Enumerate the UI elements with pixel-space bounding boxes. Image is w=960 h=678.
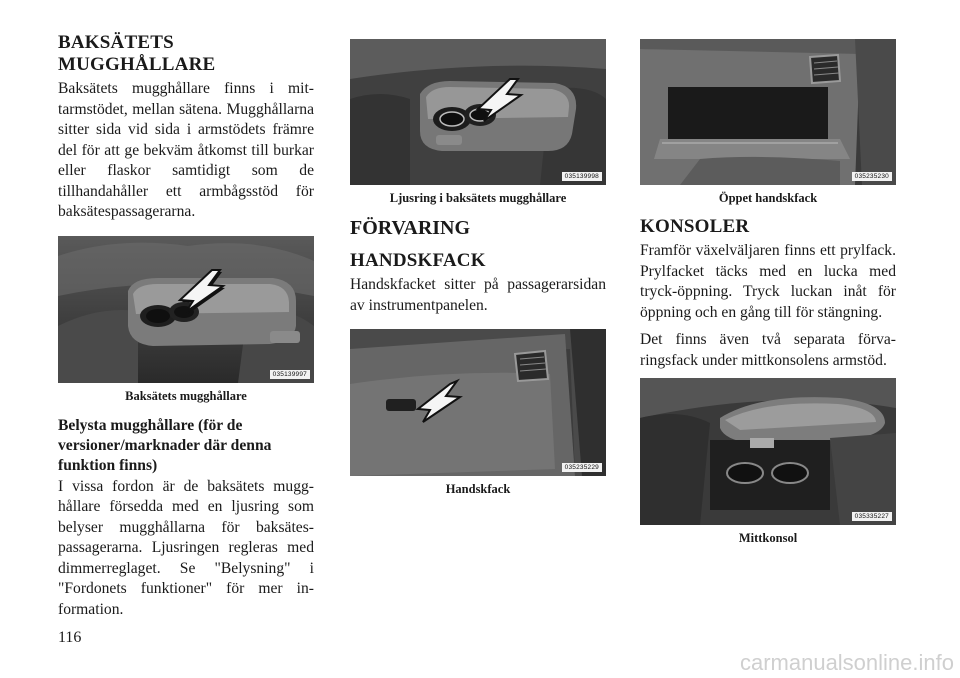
figure-code: 035235230 xyxy=(852,172,892,181)
page-number: 116 xyxy=(58,629,82,646)
subheading-illuminated-cupholders: Belysta mugghållare (för de versioner/marknader där denna funktion finns) xyxy=(58,416,272,474)
figure-caption: Handskfack xyxy=(445,482,511,496)
figure-caption: Baksätets mugghållare xyxy=(125,388,247,403)
section-heading-glovebox: HANDSKFACK xyxy=(350,250,486,271)
watermark: carmanualsonline.info xyxy=(739,650,954,675)
glovebox-photo xyxy=(350,329,606,476)
figure-code: 035139997 xyxy=(270,370,310,379)
figure-code: 035235229 xyxy=(562,463,602,472)
lit-cupholder-photo xyxy=(350,39,606,185)
figure-code: 035335227 xyxy=(852,512,892,521)
column-left xyxy=(58,32,314,620)
consoles-paragraph-1: Framför växelväljaren finns ett prylfack. Prylfacket täcks med en lucka med tryck-öppning. Tryck luckan inåt för öppning och en gång till för stängning. xyxy=(640,242,896,321)
column-right xyxy=(640,39,896,546)
figure-caption: Mittkonsol xyxy=(738,531,798,545)
illuminated-cupholders-paragraph: I vissa fordon är de baksätets mugghållare försedda med en ljusring som belyser mugghållarna för baksätespassagerarna. Ljusringen regleras med dimmerreglaget. Se "Belysning" i "Fordonets funktioner" för mer information. xyxy=(58,477,314,618)
figure-caption: Ljusring i baksätets mugghållare xyxy=(389,191,567,205)
section-heading-rear-cupholders: BAKSÄTETS MUGGHÅLLARE xyxy=(58,32,216,75)
section-heading-consoles: KONSOLER xyxy=(640,216,750,237)
rear-cupholders-paragraph: Baksätets mugghållare finns i mittarmstödet, mellan sätena. Mugghållarna sitter sida vid sida i armstödets främre del för att ge bekväm åtkomst till burkar eller flaskor samtidigt som de tillhandahåller ett armbågsstöd för baksätespassagerarna. xyxy=(58,80,314,220)
rear-cupholder-photo xyxy=(58,236,314,383)
center-console-photo xyxy=(640,378,896,525)
column-middle xyxy=(350,39,606,497)
glovebox-paragraph: Handskfacket sitter på passagerarsidan av instrumentpanelen. xyxy=(350,276,606,314)
figure-code: 035139998 xyxy=(562,172,602,181)
open-glovebox-photo xyxy=(640,39,896,185)
consoles-paragraph-2: Det finns även två separata förvaringsfack under mittkonsolens armstöd. xyxy=(640,331,896,369)
chapter-heading-storage: FÖRVARING xyxy=(350,217,471,239)
figure-caption: Öppet handskfack xyxy=(718,191,818,205)
